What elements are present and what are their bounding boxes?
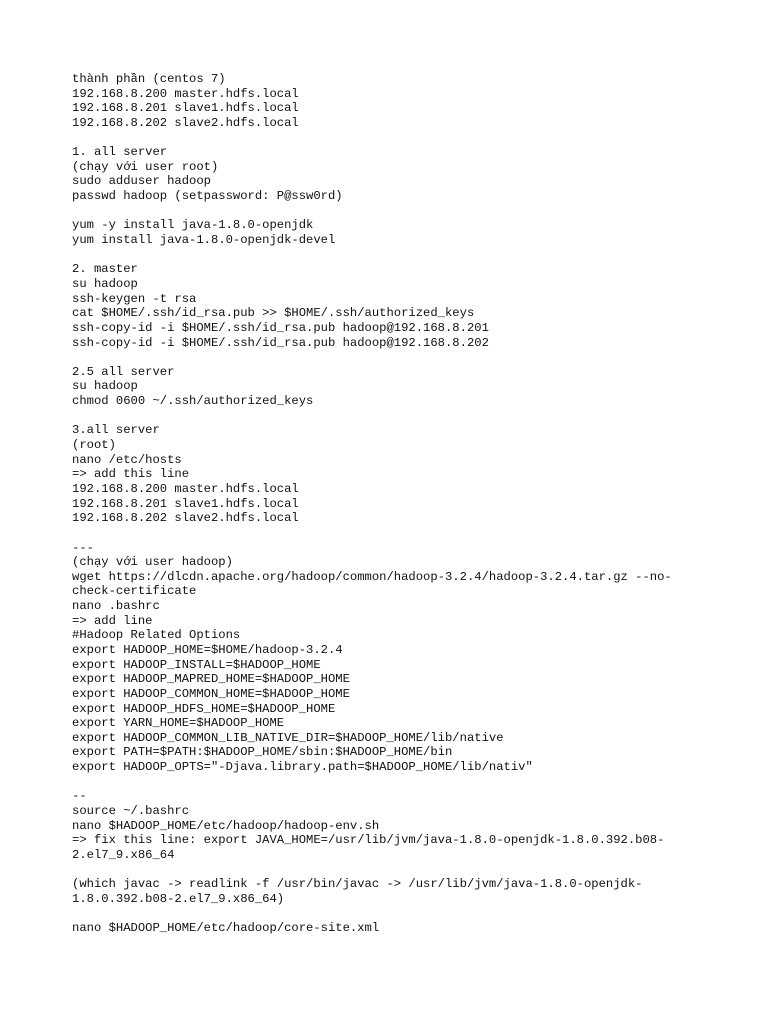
- text-line: nano .bashrc: [72, 599, 160, 614]
- blank-line: [72, 131, 712, 146]
- document-page: [72, 72, 712, 936]
- text-line: => add line: [72, 613, 153, 628]
- text-line: export HADOOP_OPTS="-Djava.library.path=$HADOOP_HOME/lib/nativ": [72, 760, 533, 775]
- text-line: 192.168.8.201 slave1.hdfs.local: [72, 496, 299, 511]
- text-line: source ~/.bashrc: [72, 804, 190, 819]
- text-line: (which javac -> readlink -f /usr/bin/javac -> /usr/lib/jvm/java-1.8.0-openjdk-: [72, 877, 643, 892]
- text-line: 192.168.8.200 master.hdfs.local: [72, 86, 299, 101]
- text-line: 192.168.8.200 master.hdfs.local: [72, 481, 299, 496]
- blank-line: [72, 204, 712, 219]
- text-line: ssh-keygen -t rsa: [72, 291, 197, 306]
- blank-line: [72, 907, 712, 922]
- text-line: 192.168.8.202 slave2.hdfs.local: [72, 115, 299, 130]
- text-line: export HADOOP_COMMON_LIB_NATIVE_DIR=$HADOOP_HOME/lib/native: [72, 730, 504, 745]
- text-line: ssh-copy-id -i $HOME/.ssh/id_rsa.pub hadoop@192.168.8.201: [72, 320, 489, 335]
- blank-line: [72, 526, 712, 541]
- text-line: export HADOOP_MAPRED_HOME=$HADOOP_HOME: [72, 672, 350, 687]
- text-line: yum -y install java-1.8.0-openjdk: [72, 218, 314, 233]
- text-line: export HADOOP_INSTALL=$HADOOP_HOME: [72, 657, 321, 672]
- text-line: nano /etc/hosts: [72, 452, 182, 467]
- text-line: chmod 0600 ~/.ssh/authorized_keys: [72, 394, 314, 409]
- text-line: 192.168.8.202 slave2.hdfs.local: [72, 511, 299, 526]
- text-line: (chạy với user hadoop): [72, 555, 233, 570]
- text-line: cat $HOME/.ssh/id_rsa.pub >> $HOME/.ssh/authorized_keys: [72, 306, 475, 321]
- text-line: 3.all server: [72, 423, 160, 438]
- text-line: export YARN_HOME=$HADOOP_HOME: [72, 716, 285, 731]
- text-line: wget https://dlcdn.apache.org/hadoop/common/hadoop-3.2.4/hadoop-3.2.4.tar.gz --no-: [72, 569, 672, 584]
- text-line: thành phần (centos 7): [72, 72, 226, 86]
- text-line: export HADOOP_HOME=$HOME/hadoop-3.2.4: [72, 642, 343, 657]
- text-line: 1.8.0.392.b08-2.el7_9.x86_64): [72, 891, 285, 906]
- text-line: passwd hadoop (setpassword: P@ssw0rd): [72, 189, 343, 204]
- text-line: => fix this line: export JAVA_HOME=/usr/lib/jvm/java-1.8.0-openjdk-1.8.0.392.b08-: [72, 833, 665, 848]
- text-line: sudo adduser hadoop: [72, 174, 211, 189]
- text-line: export HADOOP_COMMON_HOME=$HADOOP_HOME: [72, 686, 350, 701]
- text-line: nano $HADOOP_HOME/etc/hadoop/core-site.xml: [72, 921, 380, 936]
- text-line: => add this line: [72, 467, 190, 482]
- blank-line: [72, 350, 712, 365]
- text-line: (root): [72, 438, 116, 453]
- text-line: su hadoop: [72, 276, 138, 291]
- text-line: (chạy với user root): [72, 159, 219, 174]
- text-line: 1. all server: [72, 145, 168, 160]
- text-line: export HADOOP_HDFS_HOME=$HADOOP_HOME: [72, 701, 336, 716]
- blank-line: [72, 248, 712, 263]
- text-line: 2.el7_9.x86_64: [72, 847, 175, 862]
- text-line: 2.5 all server: [72, 364, 175, 379]
- text-line: su hadoop: [72, 379, 138, 394]
- text-line: yum install java-1.8.0-openjdk-devel: [72, 233, 336, 248]
- text-line: --: [72, 789, 87, 804]
- text-line: ssh-copy-id -i $HOME/.ssh/id_rsa.pub hadoop@192.168.8.202: [72, 335, 489, 350]
- text-line: nano $HADOOP_HOME/etc/hadoop/hadoop-env.sh: [72, 818, 380, 833]
- blank-line: [72, 775, 712, 790]
- text-line: 192.168.8.201 slave1.hdfs.local: [72, 101, 299, 116]
- text-line: 2. master: [72, 262, 138, 277]
- blank-line: [72, 409, 712, 424]
- text-line: #Hadoop Related Options: [72, 628, 241, 643]
- text-line: check-certificate: [72, 584, 197, 599]
- text-line: ---: [72, 540, 94, 555]
- text-line: export PATH=$PATH:$HADOOP_HOME/sbin:$HADOOP_HOME/bin: [72, 745, 453, 760]
- blank-line: [72, 863, 712, 878]
